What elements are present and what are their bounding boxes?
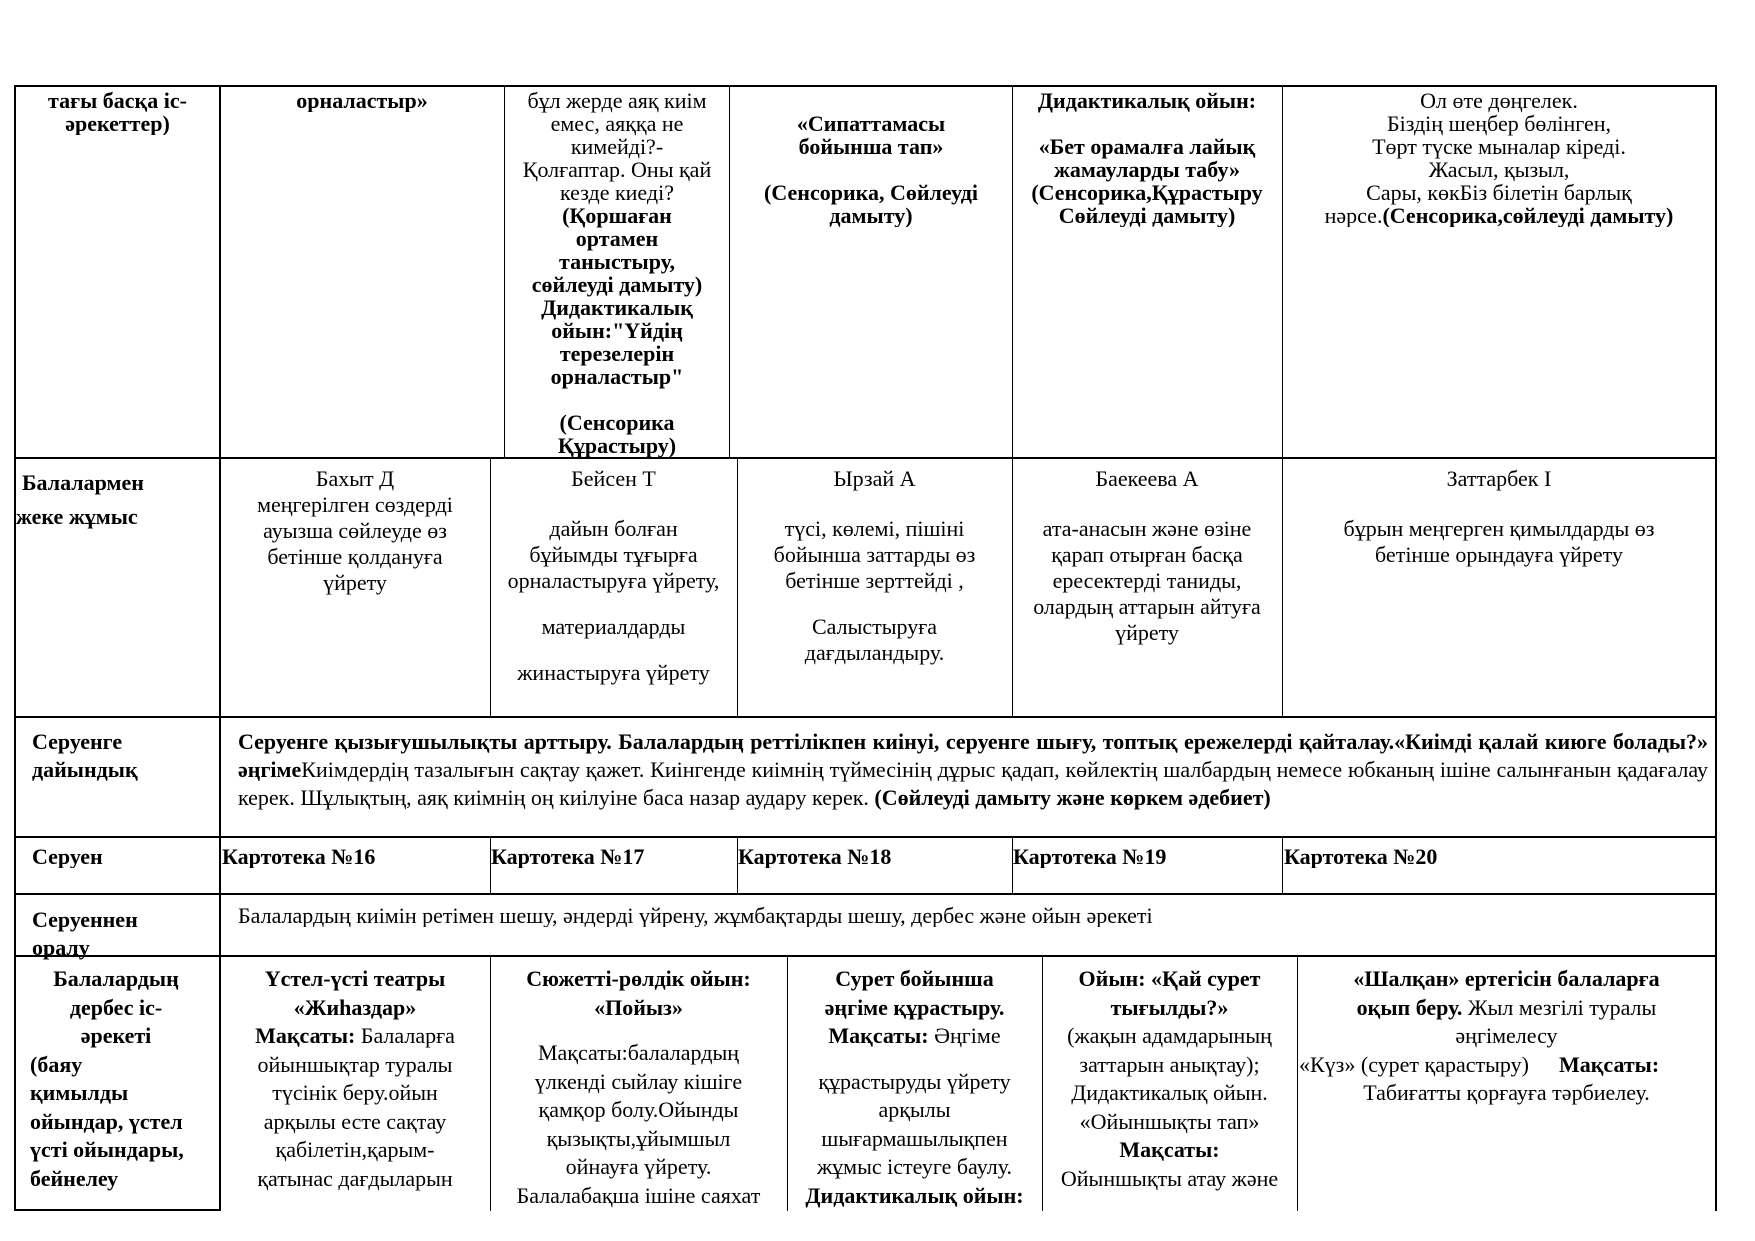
- r1-divider-b: [729, 85, 730, 458]
- row6-mon-line: түсінік беру.ойын: [272, 1080, 438, 1105]
- row1-tue-bold-line: ортамен: [575, 226, 659, 251]
- row2-fri-name: Заттарбек І: [1446, 466, 1552, 491]
- row1-tue-bold-line: таныстыру,: [559, 249, 675, 274]
- row1-fri-line: Жасыл, қызыл,: [1428, 157, 1570, 182]
- row3-label-line: Серуенге: [32, 729, 123, 754]
- row1-tue-line: бұл жерде аяқ киім: [527, 89, 707, 113]
- row6-fri-cell: [1299, 965, 1714, 1108]
- row2-tue-line: дайын болған: [549, 516, 678, 541]
- row6-label-line: дербес іс-: [69, 994, 163, 1020]
- row6-tue-line: қамқор болу.Ойынды: [538, 1097, 739, 1122]
- row6-mon-line: қатынас дағдыларын: [257, 1165, 453, 1191]
- row6-fri-goal-label: Мақсаты:: [1558, 1051, 1660, 1077]
- row6-thu-line: заттарын анықтау);: [1079, 1051, 1260, 1077]
- row1-thu-title: (Сенсорика,Құрастыру: [1031, 180, 1263, 205]
- row4-card-wed: [738, 845, 1011, 868]
- row2-thu-line: қарап отырған басқа: [1051, 542, 1243, 567]
- row3-plain-text: Киімдердің тазалығын сақтау қажет. Киінгенде киімнің түймесінің дұрыс қадап, көйлектің шалбардың немесе юбканың ішіне салынғанын қадағалау керек. Шұлықтың, аяқ киімнің оң киілуіне баса назар аудару керек.: [238, 757, 1708, 810]
- row6-tue-cell: [491, 965, 786, 1210]
- row-divider-4: [14, 893, 1717, 895]
- row1-fri-line: Төрт түске мыналар кіреді.: [1372, 134, 1626, 159]
- row2-fri-line: бұрын меңгерген қимылдарды өз: [1343, 516, 1655, 541]
- row6-thu-title: Ойын: «Қай сурет: [1078, 966, 1261, 991]
- row1-label-cell: [18, 89, 217, 135]
- row4-card-tue: [491, 845, 736, 868]
- row6-wed-goal-first: Әңгіме: [928, 1023, 1001, 1048]
- row6-wed-line: жұмыс істеуге баулу.: [816, 1154, 1013, 1179]
- row2-mon-line: бетінше қолдануға: [267, 544, 443, 569]
- row6-tue-line: Балалабақша ішіне саяхат: [516, 1182, 761, 1208]
- row6-wed-line: арқылы: [878, 1097, 951, 1122]
- row6-wed-title: әңгіме құрастыру.: [824, 994, 1005, 1020]
- row6-mon-line: ойыншықтар туралы: [257, 1051, 453, 1077]
- row1-tue-line: Қолғаптар. Оны қай: [522, 157, 712, 182]
- row4-label: Серуен: [32, 845, 103, 868]
- row5-text: Балалардың киімін ретімен шешу, әндерді үйрену, жұмбақтарды шешу, дербес және ойын әрекеті: [238, 904, 1153, 927]
- row2-fri-line: бетінше орындауға үйрету: [1375, 542, 1623, 567]
- row2-tue-line: материалдарды: [541, 614, 686, 639]
- row1-fri-line: Сары, көкБіз білетін барлық: [1366, 180, 1632, 205]
- row6-fri-line3: «Күз» (сурет қарастыру): [1299, 1051, 1529, 1077]
- r1-divider-a: [504, 85, 505, 458]
- row3-bold-area: (Сөйлеуді дамыту және көркем әдебиет): [874, 785, 1271, 810]
- row6-label-cell: [16, 965, 216, 1193]
- row1-tue-bold-line: орналастыр": [550, 364, 684, 389]
- row2-wed-name: Ырзай А: [833, 466, 916, 491]
- row-divider-1: [14, 457, 1717, 459]
- row6-mon-goal-label: Мақсаты:: [255, 1023, 356, 1048]
- row1-wed-area: дамыту): [829, 203, 913, 227]
- row6-mon-cell: [222, 965, 488, 1193]
- row6-thu-line: «Ойыншықты тап»: [1079, 1108, 1260, 1134]
- row1-thu-cell: [1013, 89, 1281, 227]
- row5-label-cell: [32, 906, 217, 962]
- row2-thu-line: ата-анасын және өзіне: [1042, 516, 1252, 541]
- row2-label-line: жеке жұмыс: [16, 504, 138, 529]
- row1-thu-head: Дидактикалық ойын:: [1037, 89, 1257, 113]
- row6-tue-line: үлкенді сыйлау кішіге: [534, 1068, 743, 1094]
- row3-label-cell: [32, 728, 217, 784]
- row6-label-line: үсті ойындары,: [30, 1137, 184, 1162]
- row2-fri-cell: [1284, 466, 1714, 568]
- r4-divider-d: [1282, 837, 1283, 894]
- row6-tue-title: «Пойыз»: [594, 994, 683, 1020]
- row1-tue-line: кезде киеді?: [560, 180, 674, 205]
- row2-tue-line: бұйымды тұғырға: [529, 542, 698, 567]
- row3-label-line: дайындық: [32, 757, 138, 782]
- row6-tue-line: ойнауға үйрету.: [565, 1154, 712, 1179]
- row1-mon-cell: [222, 89, 502, 112]
- row6-label-line: (баяу: [30, 1051, 83, 1077]
- walk-card-label: Картотека №19: [1013, 845, 1167, 868]
- row1-tue-line: емес, аяққа не: [550, 111, 684, 136]
- row1-tue-cell: [506, 89, 728, 457]
- row5-label-line: Серуеннен: [32, 907, 138, 932]
- row6-mon-line: арқылы есте сақтау: [263, 1108, 447, 1134]
- table-border-top: [14, 85, 1717, 87]
- row1-label-line: тағы басқа іс-: [48, 89, 187, 113]
- row6-fri-title2: оқып беру.: [1356, 994, 1463, 1020]
- row2-tue-line: орналастыруға үйрету,: [507, 568, 720, 593]
- row1-tue-bold-line: Дидактикалық: [541, 295, 693, 320]
- row6-label-line: ойындар, үстел: [30, 1108, 183, 1134]
- row1-tue-bold-line: Құрастыру): [557, 433, 677, 457]
- row2-tue-line: жинастыруға үйрету: [517, 660, 710, 685]
- row1-tue-bold-line: терезелерін: [559, 341, 675, 366]
- row2-label-line: Балалармен: [22, 470, 144, 495]
- row6-wed-line: шығармашылықпен: [821, 1125, 1008, 1151]
- row1-wed-area: (Сенсорика, Сөйлеуді: [764, 180, 978, 205]
- row6-thu-cell: [1043, 965, 1296, 1193]
- row1-label-line: әрекеттер): [65, 111, 170, 135]
- row1-thu-title: Сөйлеуді дамыту): [1058, 203, 1236, 227]
- table-border-right: [1715, 85, 1717, 1211]
- row6-wed-title: Сурет бойынша: [835, 966, 994, 991]
- row4-label-cell: [32, 845, 217, 868]
- row2-thu-line: ересектерді таниды,: [1052, 568, 1242, 593]
- row2-label-cell: [16, 466, 216, 534]
- row-divider-2: [14, 716, 1717, 718]
- row1-wed-title: «Сипаттамасы: [796, 112, 946, 136]
- row-divider-3: [14, 836, 1717, 838]
- row6-wed-tail: Дидактикалық ойын:: [805, 1182, 1024, 1208]
- row6-mon-line: қабілетін,қарым-: [275, 1137, 435, 1162]
- row6-tue-title: Сюжетті-рөлдік ойын:: [526, 966, 751, 991]
- row2-tue-name: Бейсен Т: [571, 466, 656, 491]
- row1-tue-bold-line: сөйлеуді дамыту): [531, 272, 703, 297]
- row2-mon-cell: [222, 466, 488, 596]
- walk-card-label: Картотека №16: [222, 845, 376, 868]
- row2-wed-line: түсі, көлемі, пішіні: [784, 516, 965, 541]
- row6-thu-line: Ойыншықты атау және: [1060, 1165, 1279, 1191]
- r2-divider-d: [1282, 458, 1283, 717]
- row5-text-cell: [238, 904, 1708, 927]
- row1-fri-line: Ол өте дөңгелек.: [1420, 89, 1578, 113]
- row6-wed-goal-label: Мақсаты:: [828, 1023, 929, 1048]
- row1-fri-last-plain: нәрсе.: [1324, 203, 1383, 227]
- row2-wed-line: бетінше зерттейді ,: [785, 568, 964, 593]
- row2-thu-cell: [1013, 466, 1281, 646]
- row2-mon-line: Бахыт Д: [315, 466, 395, 491]
- row1-tue-bold-line: (Қоршаған: [562, 203, 672, 228]
- row2-mon-line: меңгерілген сөздерді: [257, 492, 453, 517]
- row6-fri-line4: Табиғатты қорғауға тәрбиелеу.: [1363, 1080, 1650, 1105]
- row6-tue-line: қызықты,ұйымшыл: [546, 1125, 731, 1151]
- row6-fri-rest1: Жыл мезгілі туралы: [1462, 994, 1657, 1020]
- row1-fri-line: Біздің шеңбер бөлінген,: [1386, 111, 1612, 136]
- row2-mon-line: ауызша сөйлеуде өз: [263, 518, 447, 543]
- row6-thu-goal-label: Мақсаты:: [1119, 1137, 1220, 1162]
- row6-label-line: әрекеті: [80, 1023, 152, 1048]
- row3-bold-intro: Серуенге қызығушылықты арттыру. Балалардың реттілікпен киінуі, серуенге шығу, топтық ережелерді қайталау.«Киімді қалай киюге болады?» әңгіме: [238, 729, 1708, 782]
- row6-tue-line: Мақсаты:балалардың: [537, 1040, 740, 1065]
- row6-thu-line: (жақын адамдарының: [1067, 1023, 1272, 1048]
- row1-fri-cell: [1284, 89, 1714, 227]
- row2-mon-line: үйрету: [323, 570, 387, 595]
- walk-card-label: Картотека №20: [1284, 845, 1438, 868]
- row6-mon-title: «Жиhаздар»: [293, 994, 417, 1020]
- row6-fri-rest2: әңгімелесу: [1455, 1023, 1558, 1048]
- row6-wed-line: құрастыруды үйрету: [818, 1068, 1011, 1094]
- label-column-divider: [219, 85, 221, 1211]
- row6-wed-cell: [788, 965, 1041, 1210]
- row6-mon-title: Үстел-үсті театры: [264, 966, 446, 991]
- row6-fri-title: «Шалқан» ертегісін балаларға: [1353, 966, 1660, 991]
- row1-tue-bold-line: (Сенсорика: [559, 410, 675, 435]
- row4-card-thu: [1013, 845, 1281, 868]
- r6-divider-d: [1297, 956, 1298, 1211]
- row2-wed-line: Салыстыруға: [811, 614, 938, 639]
- row-divider-5: [14, 955, 1717, 957]
- row6-label-line: қимылды: [30, 1080, 129, 1105]
- row2-wed-cell: [738, 466, 1011, 666]
- row6-thu-line: Дидактикалық ойын.: [1071, 1080, 1268, 1105]
- row2-thu-name: Баекеева А: [1095, 466, 1199, 491]
- row1-thu-title: «Бет орамалға лайық: [1038, 134, 1256, 159]
- walk-card-label: Картотека №17: [491, 845, 645, 868]
- row1-wed-title: бойынша тап»: [798, 134, 944, 159]
- r1-divider-d: [1282, 85, 1283, 458]
- row2-thu-line: олардың аттарын айтуға: [1033, 594, 1261, 619]
- row1-fri-last-bold: (Сенсорика,сөйлеуді дамыту): [1382, 203, 1674, 227]
- row3-text-cell: [238, 728, 1708, 812]
- row5-label-line: оралу: [32, 935, 90, 960]
- row2-thu-line: үйрету: [1115, 620, 1179, 645]
- row1-wed-cell: [731, 112, 1011, 227]
- table-border-bottom-label: [14, 1209, 220, 1211]
- row1-tue-line: кимейді?-: [570, 134, 664, 159]
- row4-card-fri: [1284, 845, 1714, 868]
- row2-wed-line: дағдыландыру.: [804, 640, 945, 665]
- row2-tue-cell: [491, 466, 736, 686]
- row1-thu-title: жамауларды табу»: [1053, 157, 1240, 182]
- row6-label-line: Балалардың: [53, 966, 179, 991]
- row6-label-line: бейнелеу: [30, 1165, 119, 1191]
- row1-tue-bold-line: ойын:"Үйдің: [551, 318, 683, 343]
- row6-mon-goal-first: Балаларға: [355, 1023, 455, 1048]
- row4-card-mon: [222, 845, 488, 868]
- row6-thu-title: тығылды?»: [1110, 994, 1229, 1020]
- row2-wed-line: бойынша заттарды өз: [773, 542, 976, 567]
- walk-card-label: Картотека №18: [738, 845, 892, 868]
- row1-mon-text: орналастыр»: [296, 89, 428, 112]
